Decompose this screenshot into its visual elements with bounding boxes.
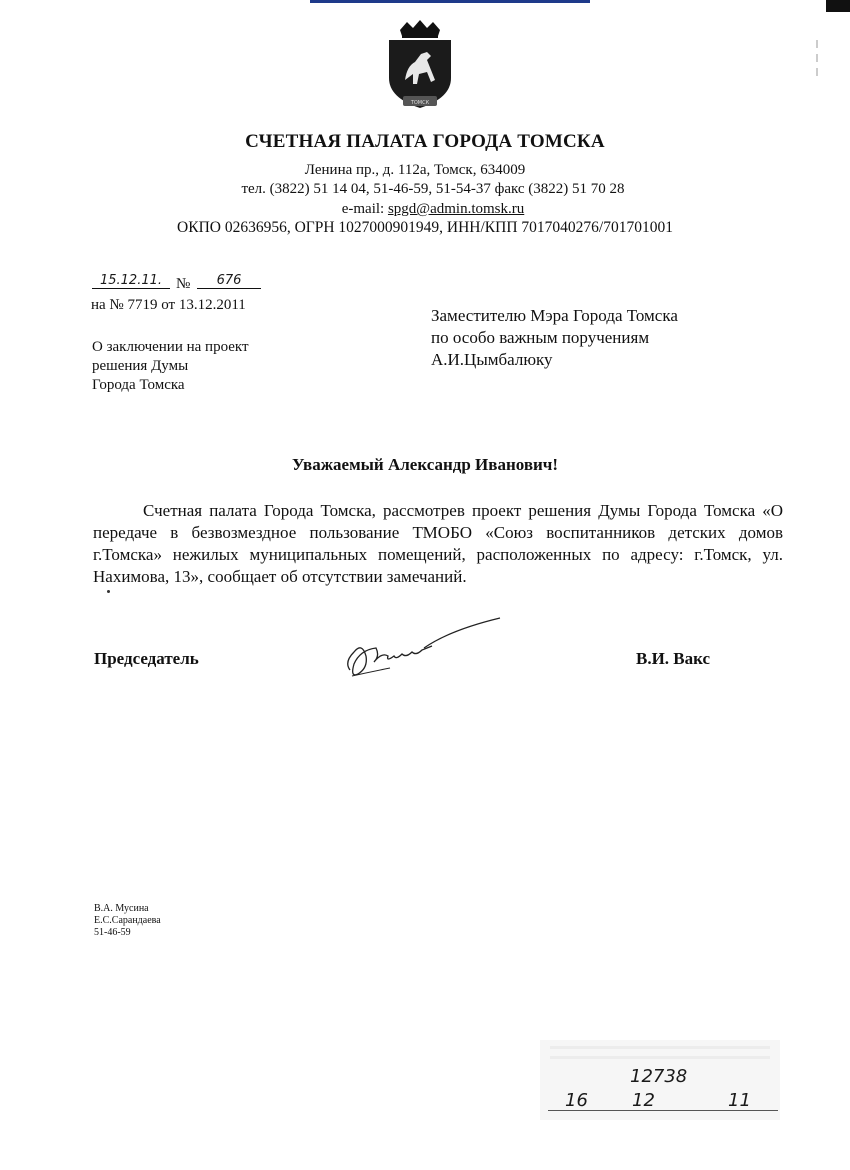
outgoing-number-label: № (176, 276, 191, 292)
header-address: Ленина пр., д. 112а, Томск, 634009 (304, 162, 526, 178)
subject-line: О заключении на проект (92, 339, 249, 355)
subject-line: Города Томска (92, 377, 185, 393)
scan-edge-noise (812, 40, 822, 80)
header-email-line (8, 201, 850, 218)
signer-role: Председатель (94, 649, 199, 668)
scan-speck (107, 590, 110, 593)
scan-corner-mark (826, 0, 850, 12)
executor-line: Е.С.Сарандаева (94, 915, 161, 926)
incoming-month-handwritten: 12 (632, 1090, 655, 1111)
reference-line: на № 7719 от 13.12.2011 (91, 297, 246, 313)
letter-body: Счетная палата Города Томска, рассмотрев проект решения Думы Города Томска «О передаче в безвозмездное пользование ТМОБО «Союз воспитанников детских домов г.Томска» нежилых муниципальных помещений, расположенных по адресу: г.Томск, ул. Нахимова, 13», сообщает об отсутствии замечаний. (93, 501, 783, 586)
header-codes: ОКПО 02636956, ОГРН 1027000901949, ИНН/КПП 7017040276/701701001 (177, 219, 673, 236)
addressee-line: А.И.Цымбалюку (431, 350, 553, 369)
executor-line: 51-46-59 (94, 927, 131, 938)
addressee-line: по особо важным поручениям (431, 328, 650, 347)
letter-subject (92, 338, 249, 395)
email-link[interactable]: spgd@admin.tomsk.ru (387, 201, 525, 217)
executors-block (94, 903, 161, 939)
incoming-year-handwritten: 11 (728, 1090, 751, 1111)
outgoing-number-handwritten: 676 (197, 273, 261, 289)
signer-name: В.И. Вакс (636, 649, 711, 668)
salutation: Уважаемый Александр Иванович! (291, 455, 559, 474)
stamp-underline (548, 1110, 778, 1111)
subject-line: решения Думы (92, 358, 189, 374)
svg-text:ТОМСК: ТОМСК (410, 100, 430, 106)
incoming-number-handwritten: 12738 (630, 1066, 688, 1087)
addressee-line: Заместителю Мэра Города Томска (431, 306, 678, 325)
outgoing-date-handwritten: 15.12.11. (92, 273, 170, 289)
incoming-day-handwritten: 16 (565, 1090, 588, 1111)
addressee-block (431, 305, 678, 371)
tomsk-coat-of-arms-icon (383, 20, 457, 112)
executor-line: В.А. Мусина (94, 903, 149, 914)
header-phones: тел. (3822) 51 14 04, 51-46-59, 51-54-37 факс (3822) 51 70 28 (241, 181, 625, 197)
email-label: e-mail: (341, 201, 385, 217)
handwritten-signature (340, 612, 510, 684)
organization-name: СЧЕТНАЯ ПАЛАТА ГОРОДА ТОМСКА (245, 131, 605, 152)
scan-top-bar (310, 0, 590, 3)
